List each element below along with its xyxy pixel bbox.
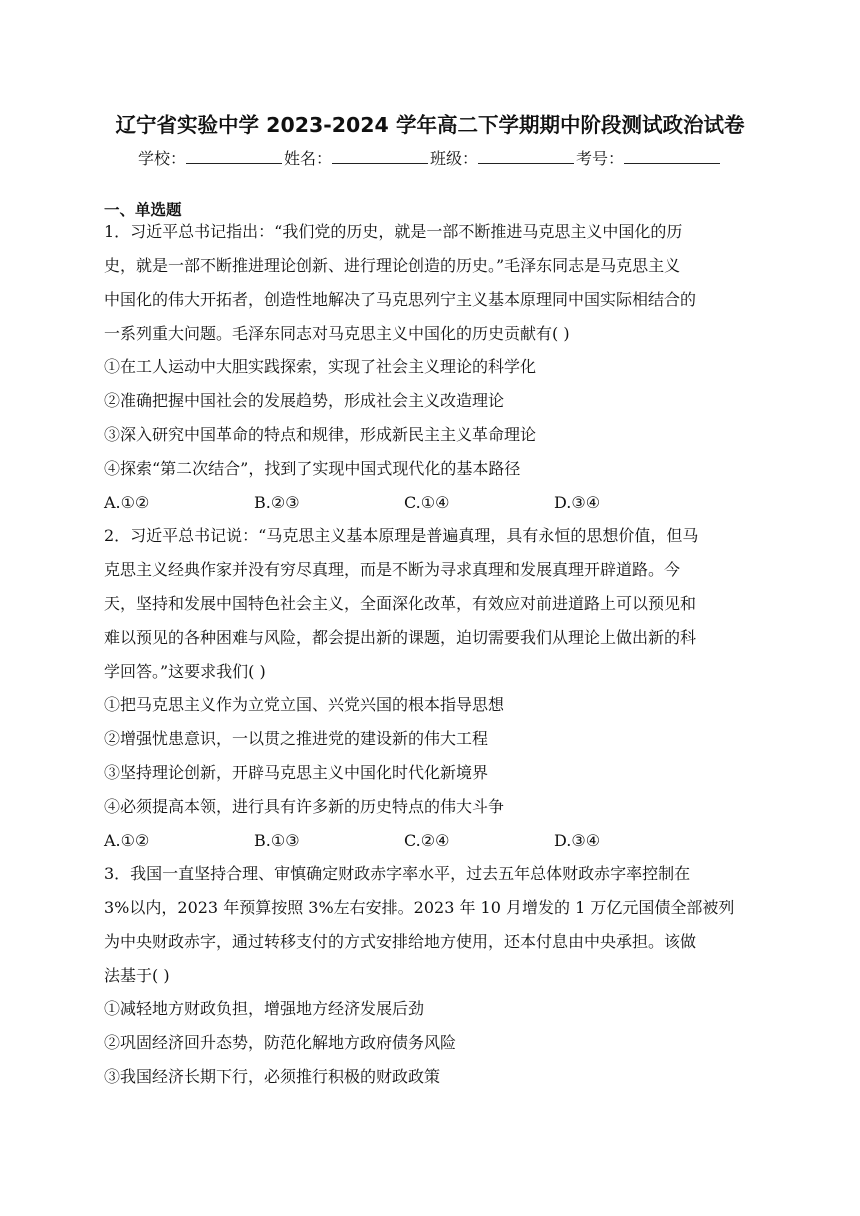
class-label: 班级： (430, 149, 479, 168)
option-c: C.①④ (404, 493, 450, 512)
school-blank (186, 149, 282, 164)
question-text-line: 难以预见的各种困难与风险，都会提出新的课题，迫切需要我们从理论上做出新的科 (104, 628, 697, 647)
question-text-line: 为中央财政赤字，通过转移支付的方式安排给地方使用，还本付息由中央承担。该做 (104, 932, 697, 951)
statement-item: ①在工人运动中大胆实践探索，实现了社会主义理论的科学化 (104, 357, 537, 376)
question-text-line: 法基于( ) (104, 966, 170, 985)
option-c: C.②④ (404, 831, 450, 850)
statement-item: ④探索“第二次结合”，找到了实现中国式现代化的基本路径 (104, 459, 521, 478)
name-label: 姓名： (283, 149, 332, 168)
statement-item: ③我国经济长期下行，必须推行积极的财政政策 (104, 1067, 441, 1086)
question-text-line: 3%以内，2023 年预算按照 3%左右安排。2023 年 10 月增发的 1 万亿元国债全部被列 (104, 898, 735, 917)
question-text-line: 中国化的伟大开拓者，创造性地解决了马克思列宁主义基本原理同中国实际相结合的 (104, 290, 697, 309)
question-text-line: 天，坚持和发展中国特色社会主义，全面深化改革，有效应对前进道路上可以预见和 (104, 594, 697, 613)
question-text-line: 3．我国一直坚持合理、审慎确定财政赤字率水平，过去五年总体财政赤字率控制在 (104, 864, 691, 883)
statement-item: ④必须提高本领，进行具有许多新的历史特点的伟大斗争 (104, 797, 505, 816)
number-label: 考号： (576, 149, 625, 168)
school-label: 学校： (137, 149, 186, 168)
student-info-line (0, 146, 860, 169)
option-a: A.①② (104, 831, 150, 850)
question-text-line: 史，就是一部不断推进理论创新、进行理论创造的历史。”毛泽东同志是马克思主义 (104, 256, 681, 275)
section-heading: 一、单选题 (104, 201, 182, 219)
option-a: A.①② (104, 493, 150, 512)
statement-item: ②增强忧患意识，一以贯之推进党的建设新的伟大工程 (104, 729, 489, 748)
statement-item: ②准确把握中国社会的发展趋势，形成社会主义改造理论 (104, 391, 505, 410)
number-blank (624, 149, 720, 164)
statement-item: ①把马克思主义作为立党立国、兴党兴国的根本指导思想 (104, 695, 505, 714)
name-blank (332, 149, 428, 164)
statement-item: ③深入研究中国革命的特点和规律，形成新民主主义革命理论 (104, 425, 537, 444)
statement-item: ③坚持理论创新，开辟马克思主义中国化时代化新境界 (104, 763, 489, 782)
exam-title: 辽宁省实验中学 2023-2024 学年高二下学期期中阶段测试政治试卷 (115, 113, 745, 137)
question-text-line: 2．习近平总书记说：“马克思主义基本原理是普遍真理，具有永恒的思想价值，但马 (104, 526, 699, 545)
question-text-line: 学回答。”这要求我们( ) (104, 662, 266, 681)
statement-item: ①减轻地方财政负担，增强地方经济发展后劲 (104, 999, 425, 1018)
statement-item: ②巩固经济回升态势，防范化解地方政府债务风险 (104, 1033, 457, 1052)
question-text-line: 一系列重大问题。毛泽东同志对马克思主义中国化的历史贡献有( ) (104, 324, 570, 343)
option-b: B.①③ (254, 831, 300, 850)
class-blank (478, 149, 574, 164)
option-d: D.③④ (554, 493, 601, 512)
question-text-line: 1．习近平总书记指出：“我们党的历史，就是一部不断推进马克思主义中国化的历 (104, 222, 683, 241)
option-d: D.③④ (554, 831, 601, 850)
option-b: B.②③ (254, 493, 300, 512)
question-text-line: 克思主义经典作家并没有穷尽真理，而是不断为寻求真理和发展真理开辟道路。今 (104, 560, 681, 579)
